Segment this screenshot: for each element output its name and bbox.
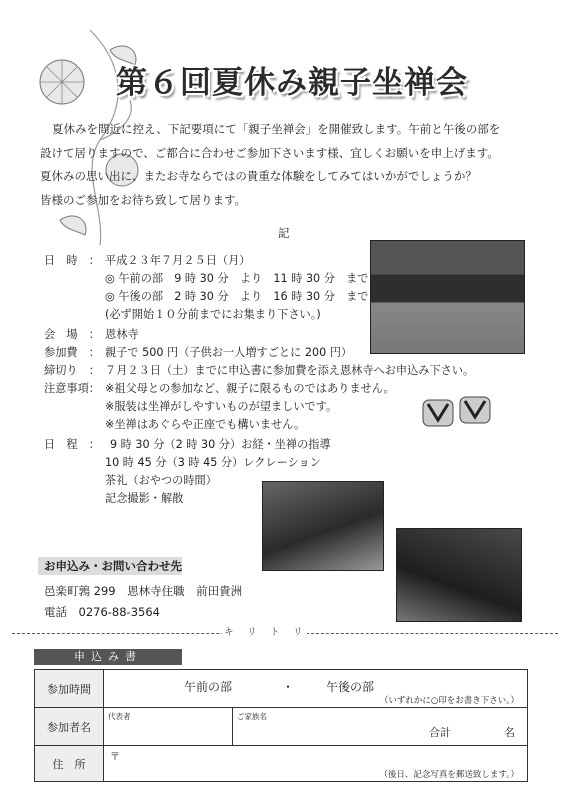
- fee-label: 参加費 ：: [44, 346, 100, 359]
- venue-value: 恩林寺: [105, 328, 139, 341]
- date-value: 平成２３年７月２５日（月）: [105, 254, 251, 267]
- contact-address: 邑楽町鶉 299 恩林寺住職 前田貴洲: [44, 584, 243, 598]
- arrival-note: (必ず開始１０分前までにお集まり下さい。): [105, 308, 321, 321]
- morning-session: ◎ 午前の部 9 時 30 分 より 11 時 30 分 まで: [105, 272, 369, 285]
- rep-label: 代表者: [108, 712, 131, 721]
- deadline-value: ７月２３日（土）までに申込書に参加費を添え恩林寺へお申込み下さい。: [105, 364, 475, 377]
- address-note: （後日、記念写真を郵送致します。）: [379, 770, 519, 780]
- intro-line: 夏休みの思い出に、またお寺ならではの貴重な体験をしてみてはいかがでしょうか？: [40, 169, 477, 183]
- application-form: [34, 669, 528, 782]
- schedule-item: 9 時 30 分（2 時 30 分）お経・坐禅の指導: [110, 438, 331, 451]
- title-banner: [92, 58, 492, 108]
- time-note: （いずれかに○印をお書き下さい。）: [379, 696, 519, 706]
- note-item: ※坐禅はあぐらや正座でも構いません。: [105, 418, 306, 431]
- activity-photo: [396, 528, 522, 622]
- group-photo: [370, 240, 525, 354]
- contact-phone: 電話 0276-88-3564: [44, 605, 160, 619]
- page-title: 第６回夏休み親子坐禅会: [116, 65, 468, 101]
- postal-mark: 〒: [110, 752, 120, 763]
- family-field[interactable]: [233, 708, 528, 746]
- ki-heading: 記: [278, 226, 290, 240]
- fee-value: 親子で 500 円（子供お一人増すごとに 200 円）: [105, 346, 353, 359]
- zazen-photo: [262, 481, 384, 571]
- time-choice-cell[interactable]: [104, 670, 528, 708]
- schedule-item: 茶礼（おやつの時間）: [105, 474, 217, 487]
- schedule-item: 記念撮影・解散: [105, 492, 184, 505]
- total-label: 合計: [429, 726, 451, 739]
- zori-sandals-illustration: [420, 392, 495, 432]
- pm-option[interactable]: 午後の部: [326, 680, 375, 694]
- form-heading: 申込み書: [34, 649, 182, 665]
- intro-line: 皆様のご参加をお待ち致して居ります。: [40, 192, 247, 207]
- date-label: 日 時 ：: [44, 254, 100, 267]
- row-label-address: 住 所: [35, 746, 104, 782]
- afternoon-session: ◎ 午後の部 2 時 30 分 より 16 時 30 分 まで: [105, 290, 369, 303]
- row-label-time: 参加時間: [35, 670, 104, 708]
- schedule-item: 10 時 45 分（3 時 45 分）レクレーション: [105, 456, 321, 469]
- representative-field[interactable]: [104, 708, 233, 746]
- notes-label: 注意事項：: [44, 382, 100, 395]
- separator-dot: ・: [282, 680, 295, 694]
- intro-line: 設けて居りますので、ご都合に合わせご参加下さいます様、宜しくお願いを申上げます。: [40, 145, 499, 160]
- row-label-names: 参加者名: [35, 708, 104, 746]
- intro-line: 夏休みを間近に控え、下記要項にて「親子坐禅会」を開催致します。午前と午後の部を: [52, 122, 501, 136]
- family-label: ご家族名: [237, 712, 267, 721]
- people-label: 名: [504, 726, 515, 739]
- schedule-label: 日 程 ：: [44, 438, 100, 451]
- intro-text: [40, 118, 540, 212]
- contact-heading: お申込み・お問い合わせ先: [38, 557, 182, 575]
- am-option[interactable]: 午前の部: [184, 680, 233, 694]
- cut-label: キ リ ト リ: [222, 624, 307, 638]
- venue-label: 会 場 ：: [44, 328, 100, 341]
- note-item: ※祖父母との参加など、親子に限るものではありません。: [105, 382, 395, 395]
- deadline-label: 締切り ：: [44, 364, 100, 377]
- note-item: ※服装は坐禅がしやすいものが望ましいです。: [105, 400, 338, 413]
- address-field[interactable]: [104, 746, 528, 782]
